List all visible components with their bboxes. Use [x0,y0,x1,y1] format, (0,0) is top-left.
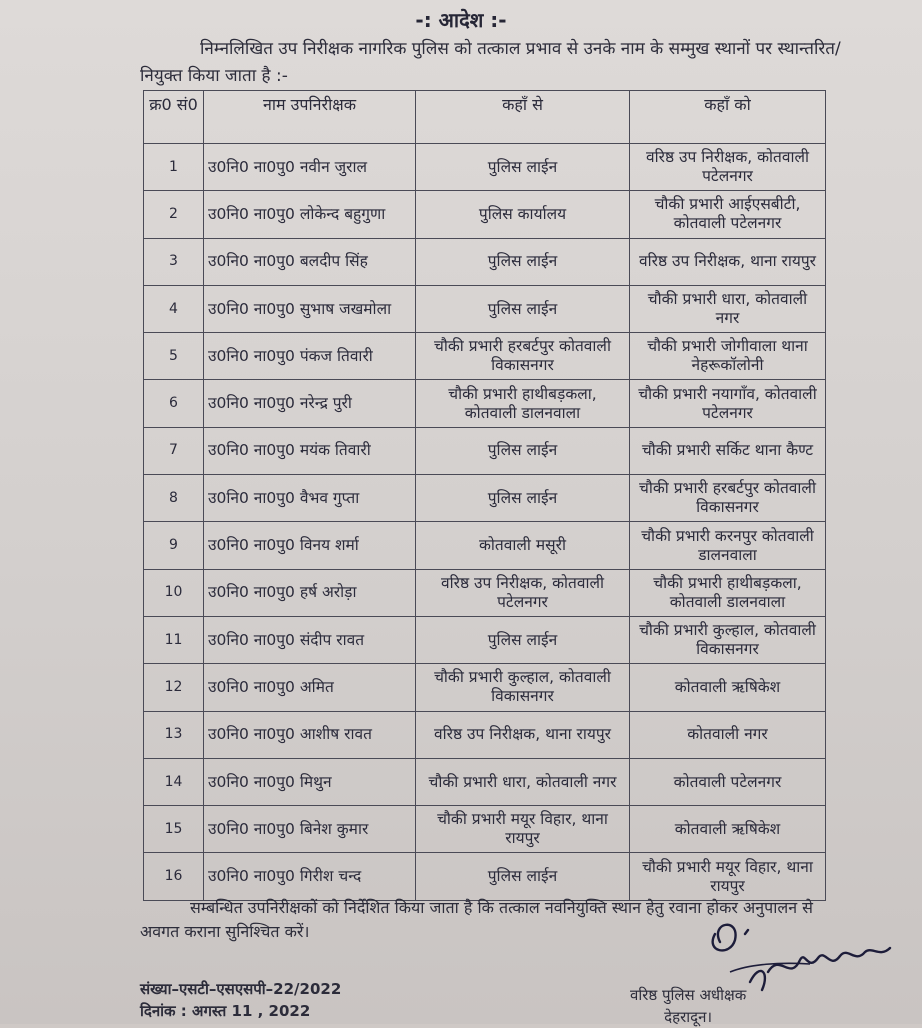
serial-number-cell: 6 [144,380,204,427]
table-row [144,427,826,474]
officer-name-cell: उ0नि0 ना0पु0 संदीप रावत [204,616,416,663]
table-row [144,522,826,569]
serial-number-cell: 13 [144,711,204,758]
table-row [144,285,826,332]
from-location-cell: कोतवाली मसूरी [416,522,630,569]
header-to: कहाँ को [630,91,826,144]
officer-name-cell: उ0नि0 ना0पु0 मिथुन [204,758,416,805]
signature-image [690,912,900,992]
from-location-cell: पुलिस कार्यालय [416,191,630,238]
signatory-place: देहरादून। [664,1008,713,1026]
signatory-designation: वरिष्ठ पुलिस अधीक्षक [630,986,747,1004]
table-row [144,569,826,616]
transfer-table [143,90,826,901]
from-location-cell: पुलिस लाईन [416,427,630,474]
serial-number-cell: 4 [144,285,204,332]
to-location-cell: कोतवाली नगर [630,711,826,758]
officer-name-cell: उ0नि0 ना0पु0 सुभाष जखमोला [204,285,416,332]
table-row [144,853,826,900]
from-location-cell: पुलिस लाईन [416,853,630,900]
from-location-cell: चौकी प्रभारी हरबर्टपुर कोतवाली विकासनगर [416,333,630,380]
to-location-cell: चौकी प्रभारी करनपुर कोतवाली डालनवाला [630,522,826,569]
table-row [144,475,826,522]
serial-number-cell: 16 [144,853,204,900]
serial-number-cell: 15 [144,806,204,853]
officer-name-cell: उ0नि0 ना0पु0 मयंक तिवारी [204,427,416,474]
table-row [144,380,826,427]
reference-block [140,978,341,1022]
table-row [144,191,826,238]
to-location-cell: चौकी प्रभारी नयागाँव, कोतवाली पटेलनगर [630,380,826,427]
to-location-cell: चौकी प्रभारी हरबर्टपुर कोतवाली विकासनगर [630,475,826,522]
from-location-cell: पुलिस लाईन [416,238,630,285]
from-location-cell: वरिष्ठ उप निरीक्षक, थाना रायपुर [416,711,630,758]
from-location-cell: चौकी प्रभारी मयूर विहार, थाना रायपुर [416,806,630,853]
table-header-row [144,91,826,144]
officer-name-cell: उ0नि0 ना0पु0 अमित [204,664,416,711]
table-row [144,616,826,663]
to-location-cell: चौकी प्रभारी हाथीबड़कला, कोतवाली डालनवाला [630,569,826,616]
to-location-cell: चौकी प्रभारी जोगीवाला थाना नेहरूकॉलोनी [630,333,826,380]
to-location-cell: चौकी प्रभारी धारा, कोतवाली नगर [630,285,826,332]
officer-name-cell: उ0नि0 ना0पु0 विनय शर्मा [204,522,416,569]
from-location-cell: पुलिस लाईन [416,616,630,663]
serial-number-cell: 2 [144,191,204,238]
to-location-cell: चौकी प्रभारी कुल्हाल, कोतवाली विकासनगर [630,616,826,663]
officer-name-cell: उ0नि0 ना0पु0 लोकेन्द बहुगुणा [204,191,416,238]
serial-number-cell: 12 [144,664,204,711]
officer-name-cell: उ0नि0 ना0पु0 नरेन्द्र पुरी [204,380,416,427]
table-row [144,333,826,380]
header-officer-name: नाम उपनिरीक्षक [204,91,416,144]
officer-name-cell: उ0नि0 ना0पु0 बलदीप सिंह [204,238,416,285]
to-location-cell: कोतवाली ऋषिकेश [630,664,826,711]
officer-name-cell: उ0नि0 ना0पु0 पंकज तिवारी [204,333,416,380]
officer-name-cell: उ0नि0 ना0पु0 बिनेश कुमार [204,806,416,853]
order-title: -: आदेश :- [415,8,507,32]
table-row [144,238,826,285]
serial-number-cell: 8 [144,475,204,522]
officer-name-cell: उ0नि0 ना0पु0 वैभव गुप्ता [204,475,416,522]
from-location-cell: चौकी प्रभारी हाथीबड़कला, कोतवाली डालनवाला [416,380,630,427]
table-row [144,711,826,758]
serial-number-cell: 5 [144,333,204,380]
from-location-cell: चौकी प्रभारी कुल्हाल, कोतवाली विकासनगर [416,664,630,711]
officer-name-cell: उ0नि0 ना0पु0 हर्ष अरोड़ा [204,569,416,616]
to-location-cell: चौकी प्रभारी आईएसबीटी, कोतवाली पटेलनगर [630,191,826,238]
officer-name-cell: उ0नि0 ना0पु0 नवीन जुराल [204,144,416,191]
header-from: कहाँ से [416,91,630,144]
table-row [144,806,826,853]
closing-paragraph: सम्बन्धित उपनिरीक्षकों को निर्देशित किया जाता है कि तत्काल नवनियुक्ति स्थान हेतु रवाना होकर अनुपालन से अवगत कराना सुनिश्चित करें। [140,898,813,941]
to-location-cell: चौकी प्रभारी मयूर विहार, थाना रायपुर [630,853,826,900]
serial-number-cell: 9 [144,522,204,569]
serial-number-cell: 7 [144,427,204,474]
to-location-cell: वरिष्ठ उप निरीक्षक, थाना रायपुर [630,238,826,285]
officer-name-cell: उ0नि0 ना0पु0 गिरीश चन्द [204,853,416,900]
from-location-cell: चौकी प्रभारी धारा, कोतवाली नगर [416,758,630,805]
serial-number-cell: 1 [144,144,204,191]
reference-number: संख्या–एसटी–एसएसपी–22/2022 [140,980,342,998]
to-location-cell: वरिष्ठ उप निरीक्षक, कोतवाली पटेलनगर [630,144,826,191]
header-serial-number: क्र0 सं0 [144,91,204,144]
serial-number-cell: 10 [144,569,204,616]
serial-number-cell: 11 [144,616,204,663]
from-location-cell: पुलिस लाईन [416,144,630,191]
table-row [144,758,826,805]
table-row [144,664,826,711]
from-location-cell: पुलिस लाईन [416,475,630,522]
signatory-block [630,984,746,1028]
from-location-cell: पुलिस लाईन [416,285,630,332]
officer-name-cell: उ0नि0 ना0पु0 आशीष रावत [204,711,416,758]
from-location-cell: वरिष्ठ उप निरीक्षक, कोतवाली पटेलनगर [416,569,630,616]
reference-date: दिनांक : अगस्त 11 , 2022 [140,1002,311,1020]
serial-number-cell: 3 [144,238,204,285]
to-location-cell: चौकी प्रभारी सर्किट थाना कैण्ट [630,427,826,474]
intro-paragraph: निम्नलिखित उप निरीक्षक नागरिक पुलिस को तत्काल प्रभाव से उनके नाम के सम्मुख स्थानों पर स्थान्तरित/नियुक्त किया जाता है :- [140,39,841,86]
to-location-cell: कोतवाली ऋषिकेश [630,806,826,853]
serial-number-cell: 14 [144,758,204,805]
table-row [144,144,826,191]
to-location-cell: कोतवाली पटेलनगर [630,758,826,805]
